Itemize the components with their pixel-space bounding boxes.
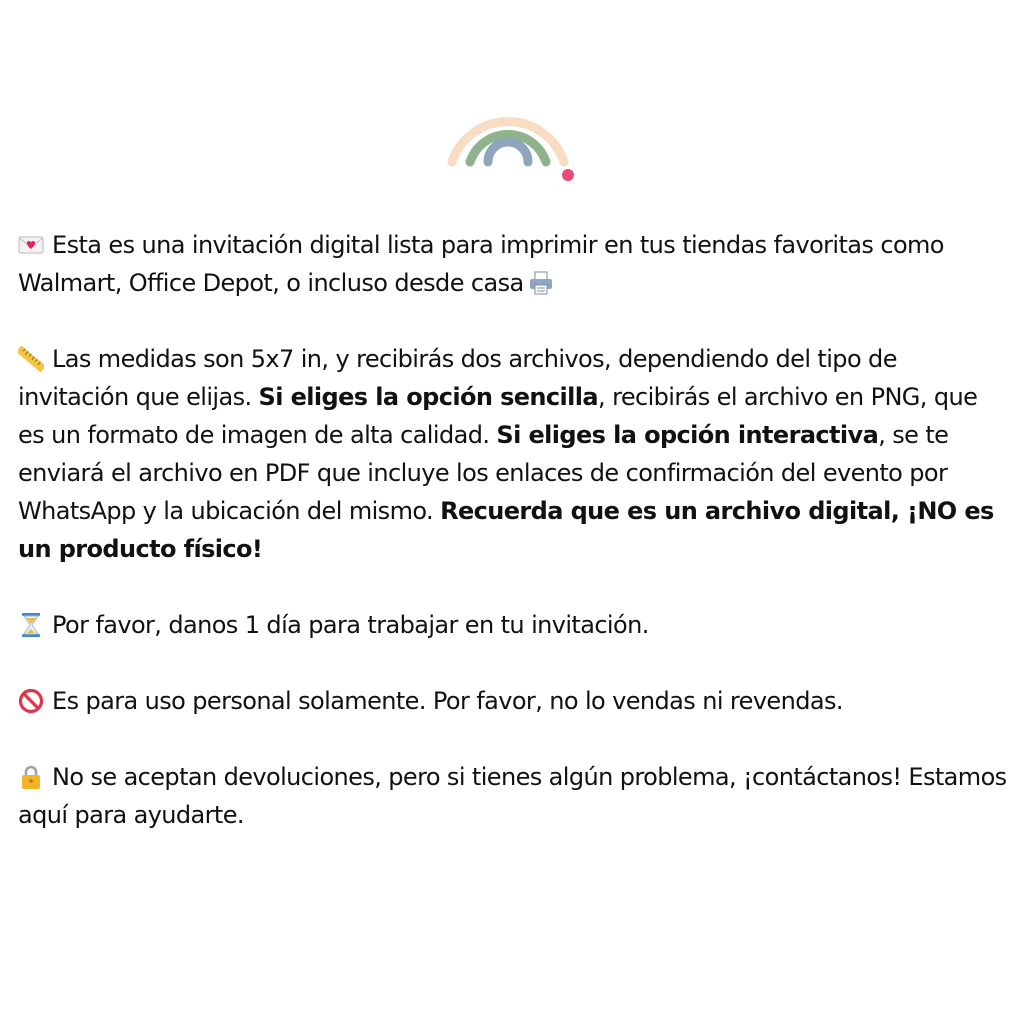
paragraph-text-part: , recibirás el archivo en PNG, que es un formato de imagen de alta calidad. (18, 383, 978, 449)
printer-icon (528, 270, 554, 296)
prohibited-icon (18, 688, 44, 714)
love-letter-icon (18, 232, 44, 258)
paragraph-sizes-and-files (18, 340, 1008, 568)
ruler-icon (18, 346, 44, 372)
rainbow-dot (562, 169, 574, 181)
rainbow-icon (446, 82, 576, 184)
paragraph-turnaround (18, 606, 1008, 644)
hourglass-icon (18, 612, 44, 638)
paragraph-text: Es para uso personal solamente. Por favor, no lo vendas ni revendas. (52, 687, 843, 715)
paragraph-personal-use (18, 682, 1008, 720)
simple-option-emphasis: Si eliges la opción sencilla (258, 383, 599, 411)
paragraph-text-part: , se te enviará el archivo en PDF que incluye los enlaces de confirmación del evento por WhatsApp y la ubicación del mismo. (18, 421, 949, 525)
paragraph-returns (18, 758, 1008, 834)
rainbow-inner-arc (488, 142, 528, 162)
paragraph-digital-invitation (18, 226, 1008, 302)
interactive-option-emphasis: Si eliges la opción interactiva (496, 421, 879, 449)
paragraph-text: No se aceptan devoluciones, pero si tienes algún problema, ¡contáctanos! Estamos aquí para ayudarte. (18, 763, 1007, 829)
paragraph-text-part: Las medidas son 5x7 in, y recibirás dos archivos, dependiendo del tipo de invitación que elijas. (18, 345, 897, 411)
digital-file-reminder: Recuerda que es un archivo digital, ¡NO es un producto físico! (18, 497, 994, 563)
lock-icon (18, 764, 44, 790)
description (18, 226, 1008, 872)
paragraph-text: Por favor, danos 1 día para trabajar en tu invitación. (52, 611, 649, 639)
paragraph-text: Esta es una invitación digital lista para imprimir en tus tiendas favoritas como Walmart, Office Depot, o incluso desde casa (18, 231, 944, 297)
